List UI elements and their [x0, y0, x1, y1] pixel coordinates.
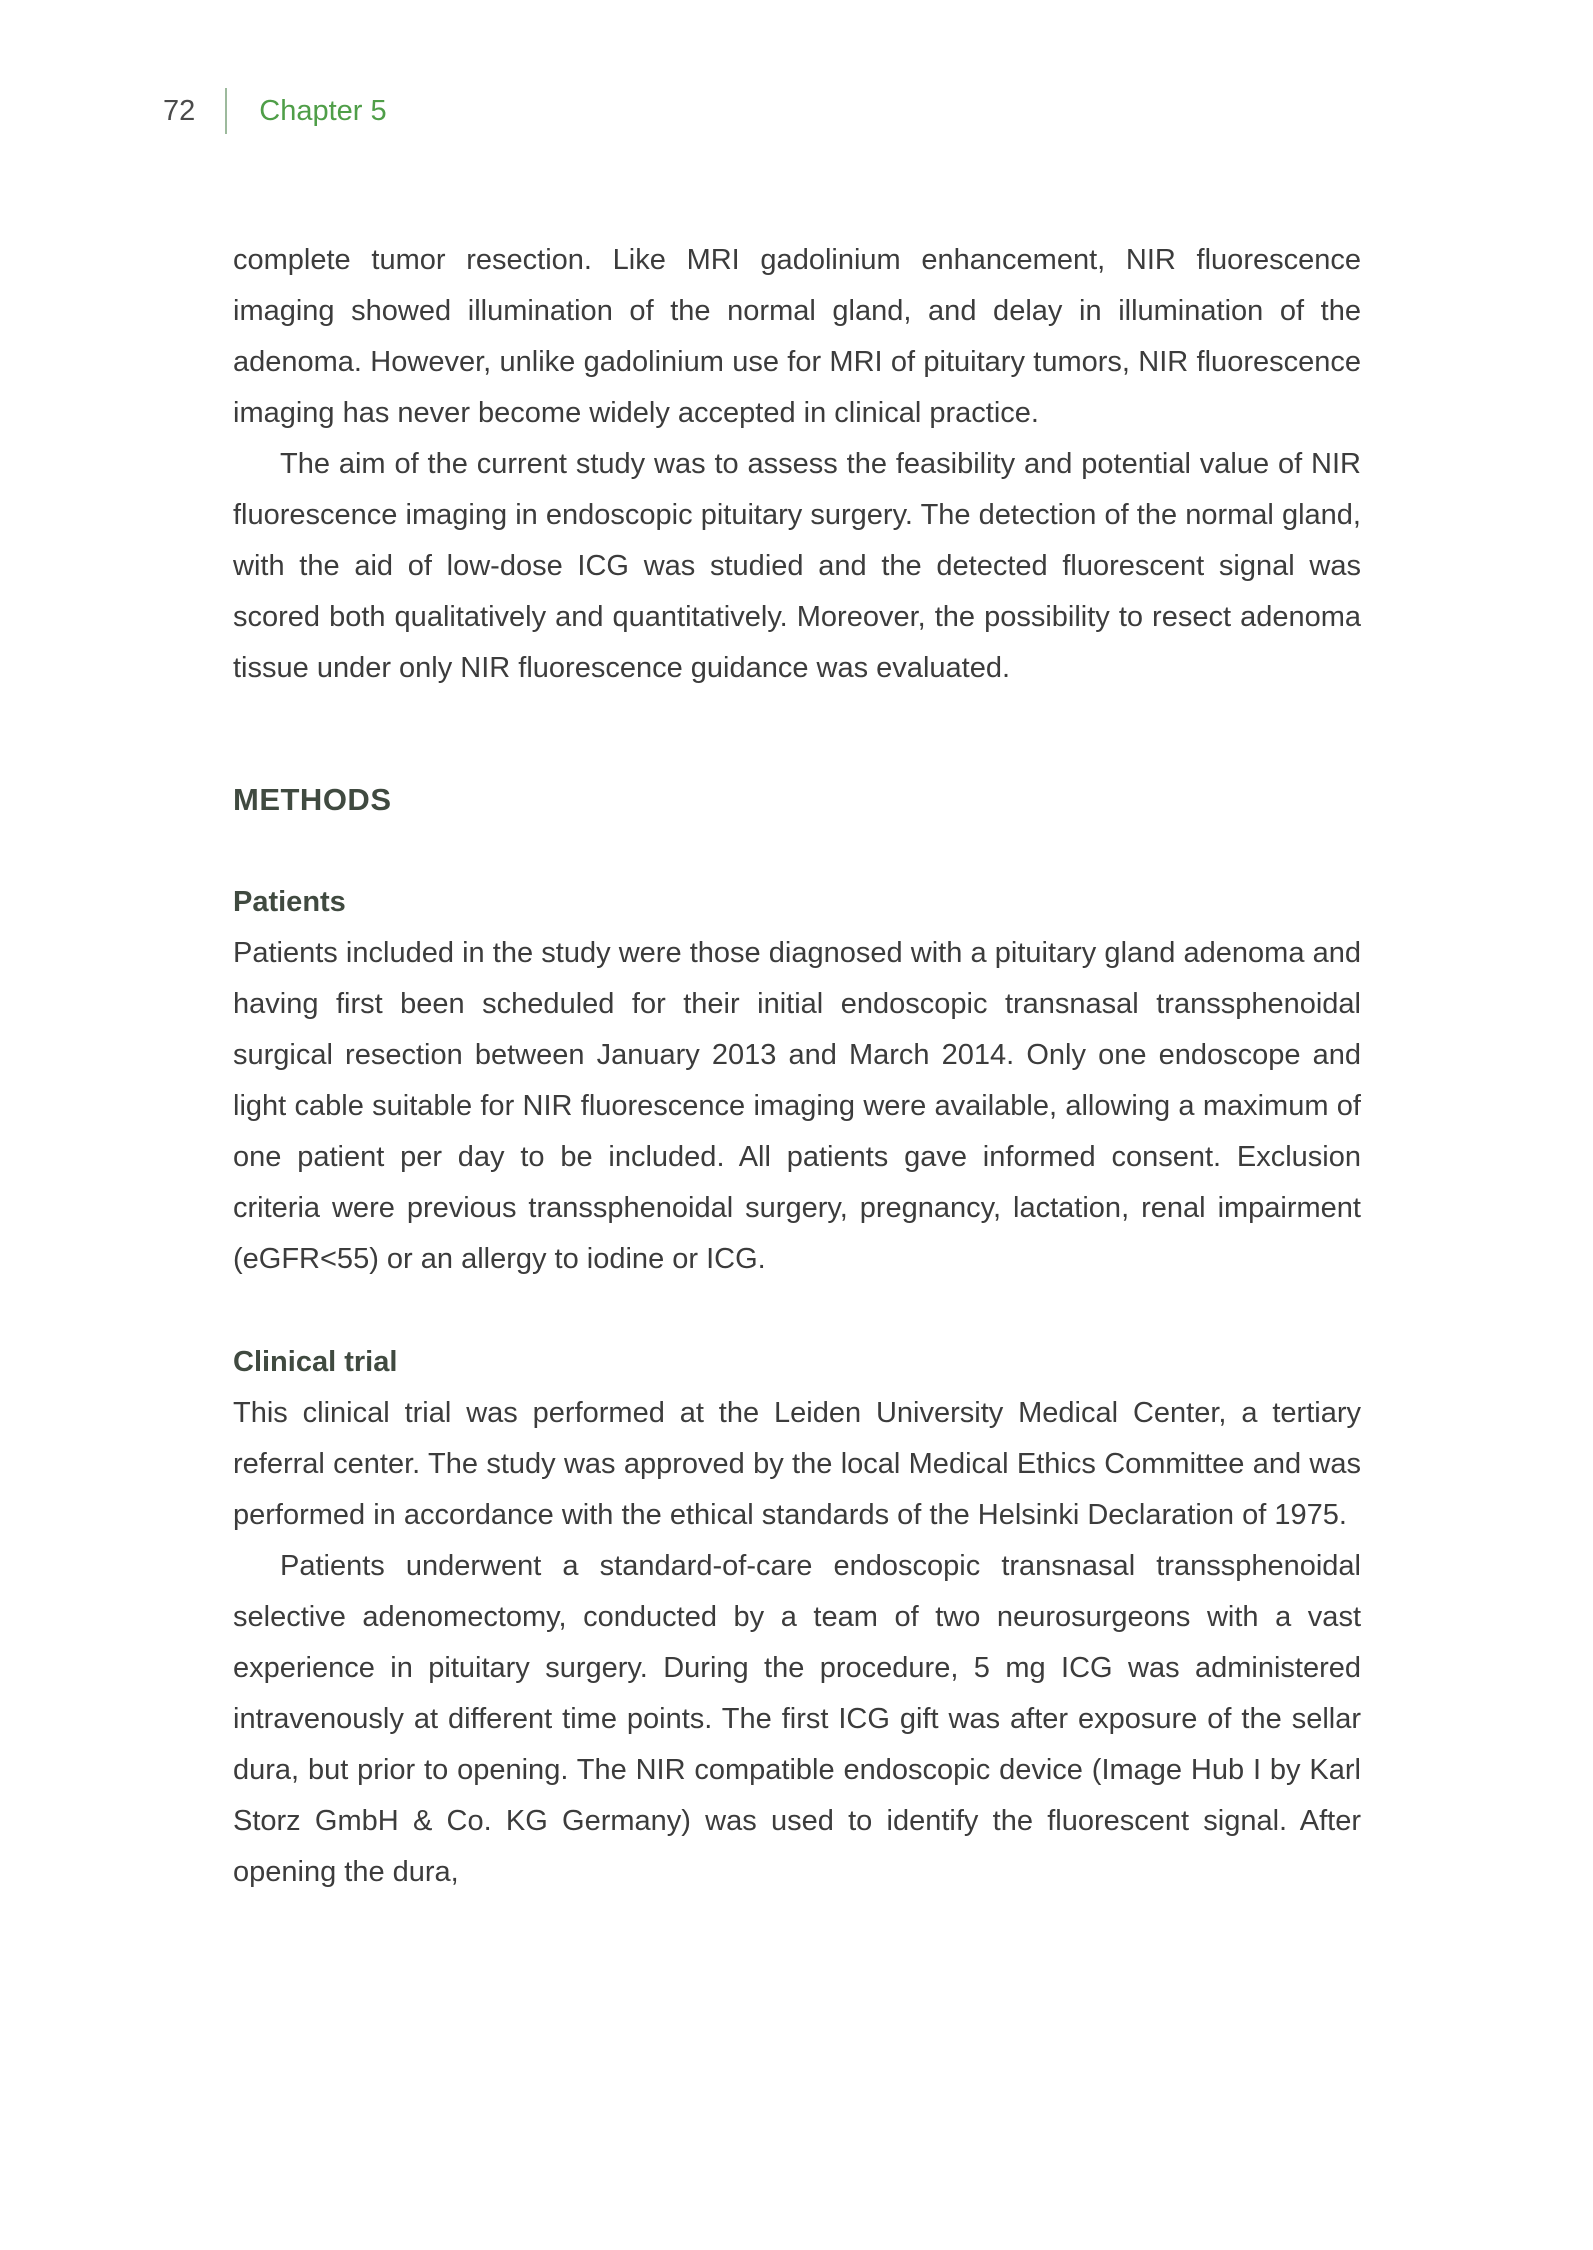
- paragraph-clinical-trial-2: Patients underwent a standard-of-care endoscopic transnasal transsphenoidal selective adenomectomy, conducted by a team of two neurosurgeons with a vast experience in pituitary surgery. During the procedure, 5 mg ICG was administered intravenously at different time points. The first ICG gift was after exposure of the sellar dura, but prior to opening. The NIR compatible endoscopic device (Image Hub I by Karl Storz GmbH & Co. KG Germany) was used to identify the fluorescent signal. After opening the dura,: [233, 1550, 1361, 1888]
- section-heading-methods: METHODS: [233, 782, 392, 817]
- page-header: [163, 88, 387, 134]
- chapter-label: Chapter 5: [259, 94, 387, 127]
- paragraph-patients: Patients included in the study were those diagnosed with a pituitary gland adenoma and having first been scheduled for their initial endoscopic transnasal transsphenoidal surgical resection between January 2013 and March 2014. Only one endoscope and light cable suitable for NIR fluorescence imaging were available, allowing a maximum of one patient per day to be included. All patients gave informed consent. Exclusion criteria were previous transsphenoidal surgery, pregnancy, lactation, renal impairment (eGFR<55) or an allergy to iodine or ICG.: [233, 937, 1361, 1275]
- page-number: 72: [163, 94, 196, 127]
- subsection-heading-patients: Patients: [233, 886, 346, 918]
- page-content: [233, 235, 1361, 1898]
- paragraph-intro-1: complete tumor resection. Like MRI gadolinium enhancement, NIR fluorescence imaging showed illumination of the normal gland, and delay in illumination of the adenoma. However, unlike gadolinium use for MRI of pituitary tumors, NIR fluorescence imaging has never become widely accepted in clinical practice.: [233, 244, 1361, 429]
- paragraph-intro-2: The aim of the current study was to assess the feasibility and potential value of NIR fluorescence imaging in endoscopic pituitary surgery. The detection of the normal gland, with the aid of low-dose ICG was studied and the detected fluorescent signal was scored both qualitatively and quantitatively. Moreover, the possibility to resect adenoma tissue under only NIR fluorescence guidance was evaluated.: [233, 448, 1361, 684]
- paragraph-clinical-trial-1: This clinical trial was performed at the Leiden University Medical Center, a tertiary referral center. The study was approved by the local Medical Ethics Committee and was performed in accordance with the ethical standards of the Helsinki Declaration of 1975.: [233, 1397, 1361, 1531]
- subsection-heading-clinical-trial: Clinical trial: [233, 1346, 398, 1378]
- header-divider: [225, 88, 227, 134]
